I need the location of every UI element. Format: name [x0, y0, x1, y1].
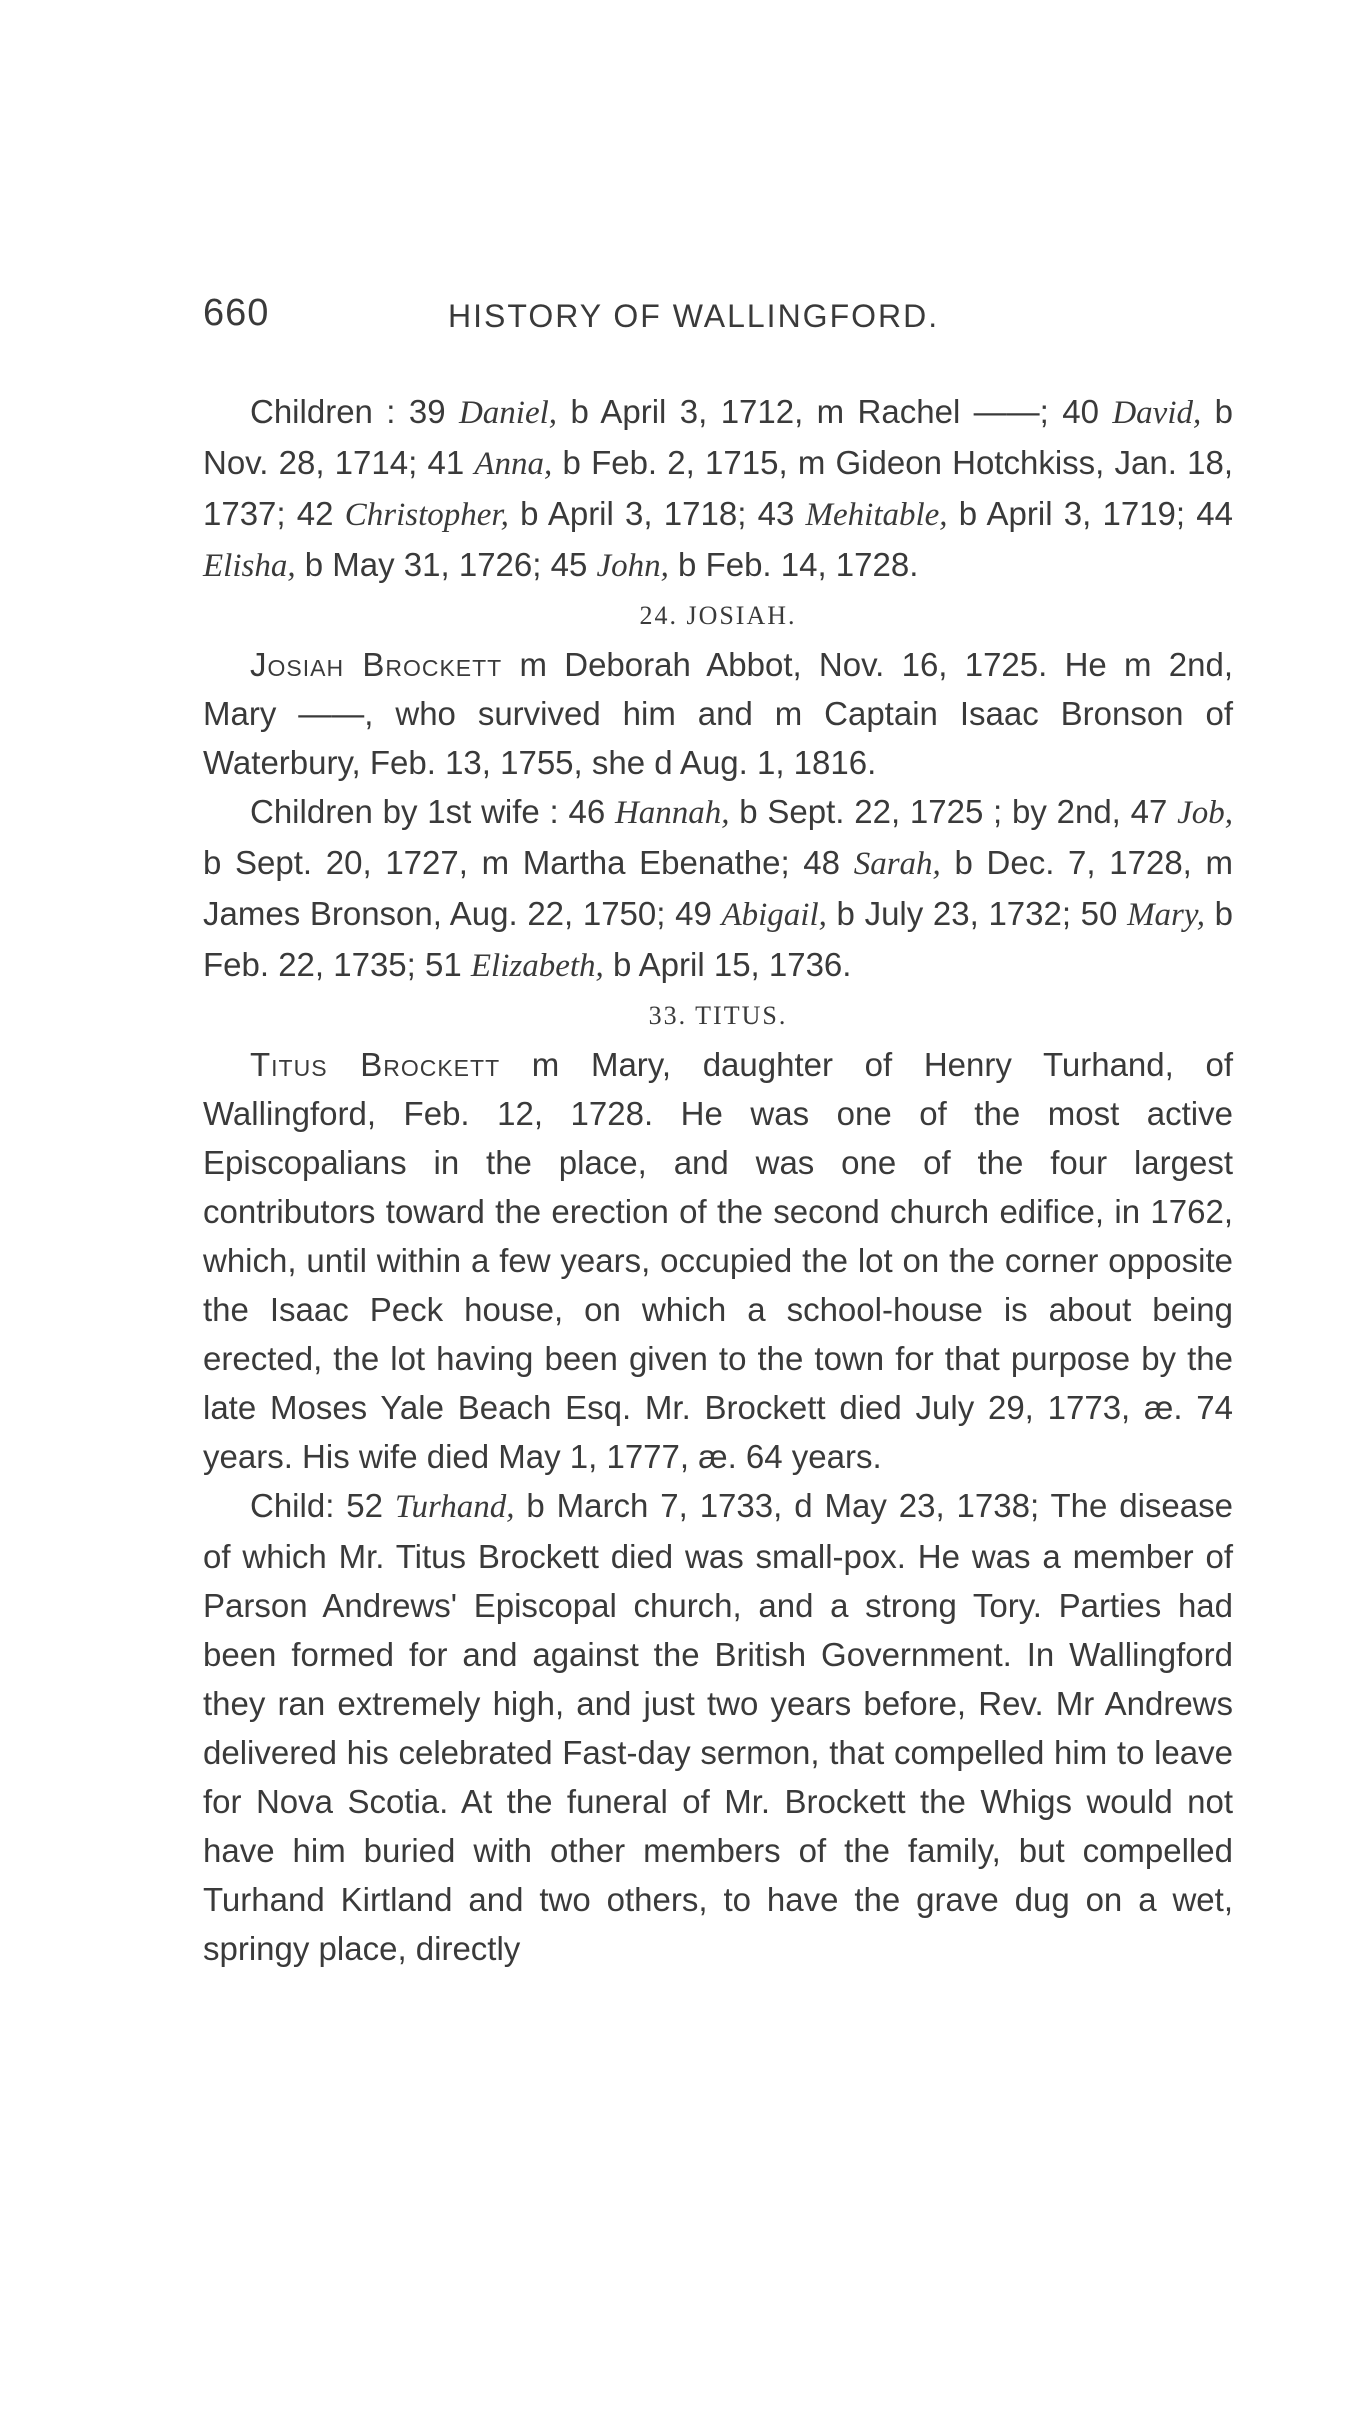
text-span: Children : 39 — [250, 393, 459, 430]
text-span: b Feb. 22, 1735; 51 — [203, 895, 1233, 983]
child-name: Mehitable, — [805, 497, 948, 533]
section-heading-titus: 33. TITUS. — [648, 1001, 788, 1030]
text-span: b April 3, 1718; 43 — [508, 495, 806, 532]
person-name: Josiah Brockett — [250, 646, 503, 683]
page-number: 660 — [203, 292, 270, 334]
text-span: b Sept. 22, 1725 ; by 2nd, 47 — [729, 793, 1178, 830]
paragraph-children-josiah — [203, 787, 1233, 991]
text-span: b March 7, 1733, d May 23, 1738; The disease of which Mr. Titus Brockett died was small-pox. He was a member of Parson Andrews' Episcopal church, and a strong Tory. Parties had been formed for and against the British Government. In Wallingford they ran extremely high, and just two years before, Rev. Mr Andrews delivered his celebrated Fast-day sermon, that compelled him to leave for Nova Scotia. At the funeral of Mr. Brockett the Whigs would not have him buried with other members of the family, but compelled Turhand Kirtland and two others, to have the grave dug on a wet, springy place, directly — [203, 1487, 1233, 1967]
text-span: b Feb. 14, 1728. — [668, 546, 919, 583]
body-text — [203, 387, 1233, 1973]
child-name: John, — [596, 548, 669, 584]
child-name: David, — [1112, 395, 1202, 431]
child-name: Job, — [1177, 795, 1233, 831]
child-name: Sarah, — [853, 846, 941, 882]
text-span: b Sept. 20, 1727, m Martha Ebenathe; 48 — [203, 844, 854, 881]
text-span: b May 31, 1726; 45 — [295, 546, 597, 583]
text-span: b April 3, 1712, m Rachel ——; 40 — [557, 393, 1113, 430]
person-name: Titus Brockett — [250, 1046, 501, 1083]
paragraph-children-daniel — [203, 387, 1233, 591]
text-span: m Mary, daughter of Henry Turhand, of Wallingford, Feb. 12, 1728. He was one of the most active Episcopalians in the place, and was one of the four largest contributors toward the erection of the second church edifice, in 1762, which, until within a few years, occupied the lot on the corner opposite the Isaac Peck house, on which a school-house is about being erected, the lot having been given to the town for that purpose by the late Moses Yale Beach Esq. Mr. Brockett died July 29, 1773, æ. 74 years. His wife died May 1, 1777, æ. 64 years. — [203, 1046, 1233, 1475]
text-span: b April 15, 1736. — [603, 946, 852, 983]
child-name: Daniel, — [458, 395, 558, 431]
paragraph-josiah — [203, 640, 1233, 787]
paragraph-child-turhand — [203, 1481, 1233, 1973]
child-name: Elizabeth, — [470, 948, 604, 984]
text-span: m Deborah Abbot, Nov. 16, 1725. He m 2nd, Mary ——, who survived him and m Captain Isaac Bronson of Waterbury, Feb. 13, 1755, she d Aug. 1, 1816. — [203, 646, 1233, 781]
child-name: Abigail, — [721, 897, 827, 933]
text-span: b Nov. 28, 1714; 41 — [203, 393, 1233, 481]
text-span: Child: 52 — [250, 1487, 395, 1524]
text-span: b July 23, 1732; 50 — [826, 895, 1128, 932]
child-name: Christopher, — [344, 497, 509, 533]
running-head — [203, 292, 1233, 342]
text-span: Children by 1st wife : 46 — [250, 793, 615, 830]
child-name: Hannah, — [614, 795, 730, 831]
section-heading-josiah: 24. JOSIAH. — [639, 601, 797, 630]
child-name: Mary, — [1127, 897, 1205, 933]
child-name: Elisha, — [203, 548, 296, 584]
text-span: b April 3, 1719; 44 — [947, 495, 1234, 532]
child-name: Turhand, — [394, 1489, 515, 1525]
text-span: b Feb. 2, 1715, m Gideon Hotchkiss, Jan. 18, 1737; 42 — [203, 444, 1233, 532]
running-title: HISTORY OF WALLINGFORD. — [448, 298, 940, 334]
child-name: Anna, — [474, 446, 553, 482]
text-span: b Dec. 7, 1728, m James Bronson, Aug. 22, 1750; 49 — [203, 844, 1234, 932]
book-page — [203, 292, 1233, 1973]
paragraph-titus — [203, 1040, 1233, 1481]
